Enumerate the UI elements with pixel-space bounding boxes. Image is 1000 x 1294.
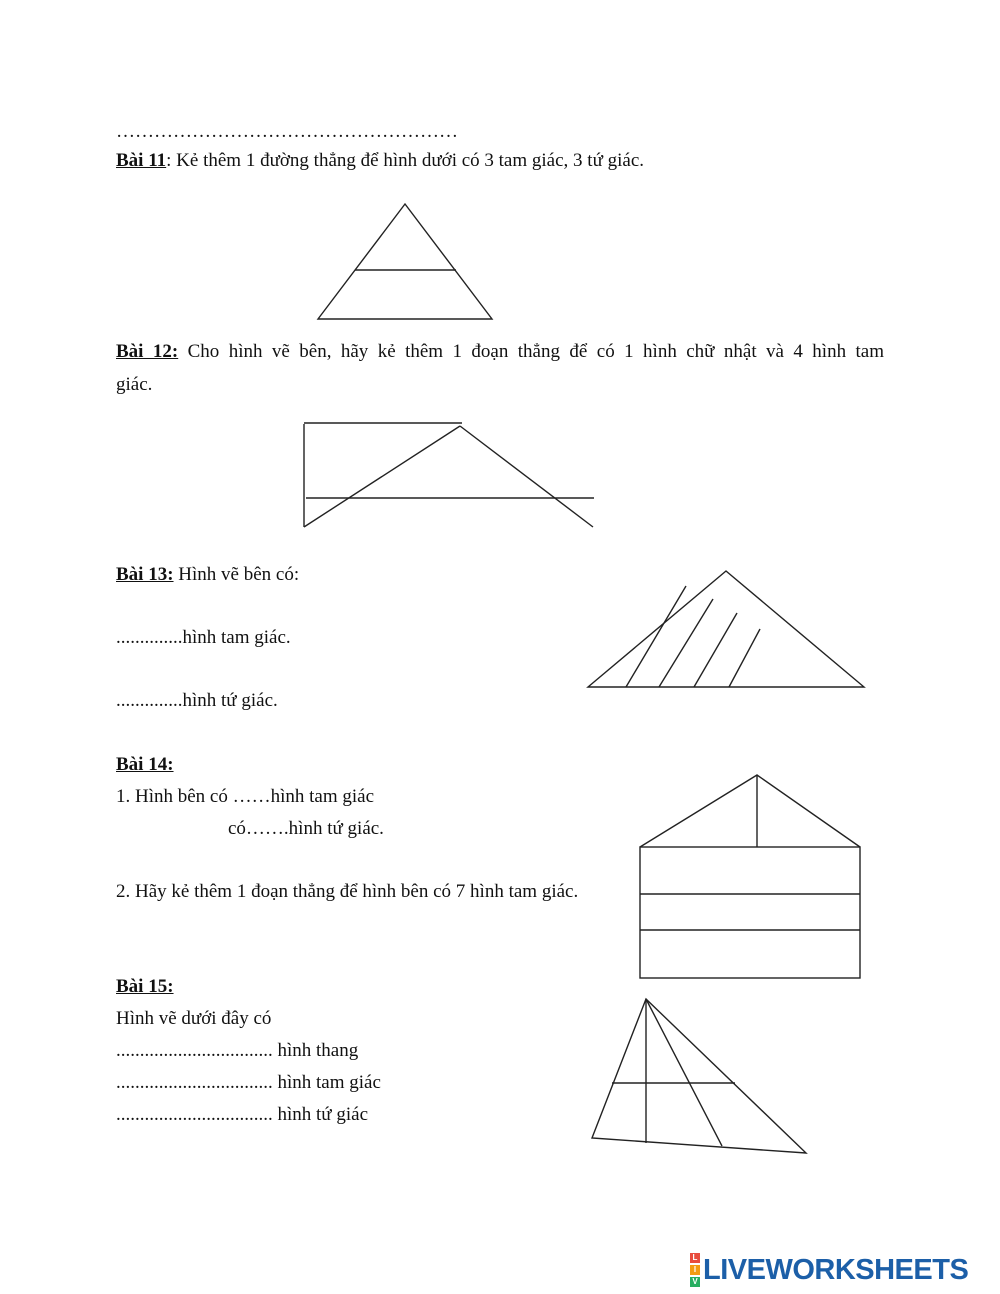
top-dots: ………………………………………………	[116, 121, 458, 142]
liveworksheets-logo	[690, 1253, 968, 1287]
exercise-12-text-line2: giác.	[116, 374, 153, 395]
exercise-15-answer-quadrilaterals: ................................. hình tứ giác	[116, 1104, 369, 1125]
logo-badge-letter: V	[690, 1277, 700, 1287]
logo-text: LIVEWORKSHEETS	[703, 1253, 969, 1286]
logo-badge-letter: L	[690, 1253, 700, 1263]
logo-badge-letter: I	[690, 1265, 700, 1275]
fig15-outer-triangle	[592, 999, 806, 1153]
exercise-12-label: Bài 12:	[116, 341, 179, 362]
exercise-13-label: Bài 13:	[116, 564, 174, 585]
exercise-14-label: Bài 14:	[116, 754, 174, 775]
exercise-14-q2: 2. Hãy kẻ thêm 1 đoạn thẳng để hình bên có 7 hình tam giác.	[116, 881, 579, 902]
exercise-15-answer-triangles: ................................. hình tam giác	[116, 1072, 381, 1093]
exercise-12-text-line1: Cho hình vẽ bên, hãy kẻ thêm 1 đoạn thẳng để có 1 hình chữ nhật và 4 hình tam	[187, 341, 884, 362]
exercise-15-intro: Hình vẽ dưới đây có	[116, 1008, 272, 1029]
exercise-14-q1-line1: 1. Hình bên có ……hình tam giác	[116, 786, 375, 807]
exercise-11-text: : Kẻ thêm 1 đường thẳng để hình dưới có 3 tam giác, 3 tứ giác.	[166, 150, 645, 171]
exercise-15-label: Bài 15:	[116, 976, 174, 997]
exercise-11-label: Bài 11	[116, 150, 167, 171]
logo-badge	[690, 1252, 700, 1288]
exercise-14-q1-line2: có…….hình tứ giác.	[228, 818, 384, 839]
exercise-15-answer-trapezoids: ................................. hình thang	[116, 1040, 359, 1061]
exercise-13-answer-triangles: ..............hình tam giác.	[116, 627, 291, 648]
exercise-13-text: Hình vẽ bên có:	[178, 564, 300, 585]
exercise-13-answer-quadrilaterals: ..............hình tứ giác.	[116, 690, 278, 711]
fig15-inner-slant	[646, 999, 722, 1146]
